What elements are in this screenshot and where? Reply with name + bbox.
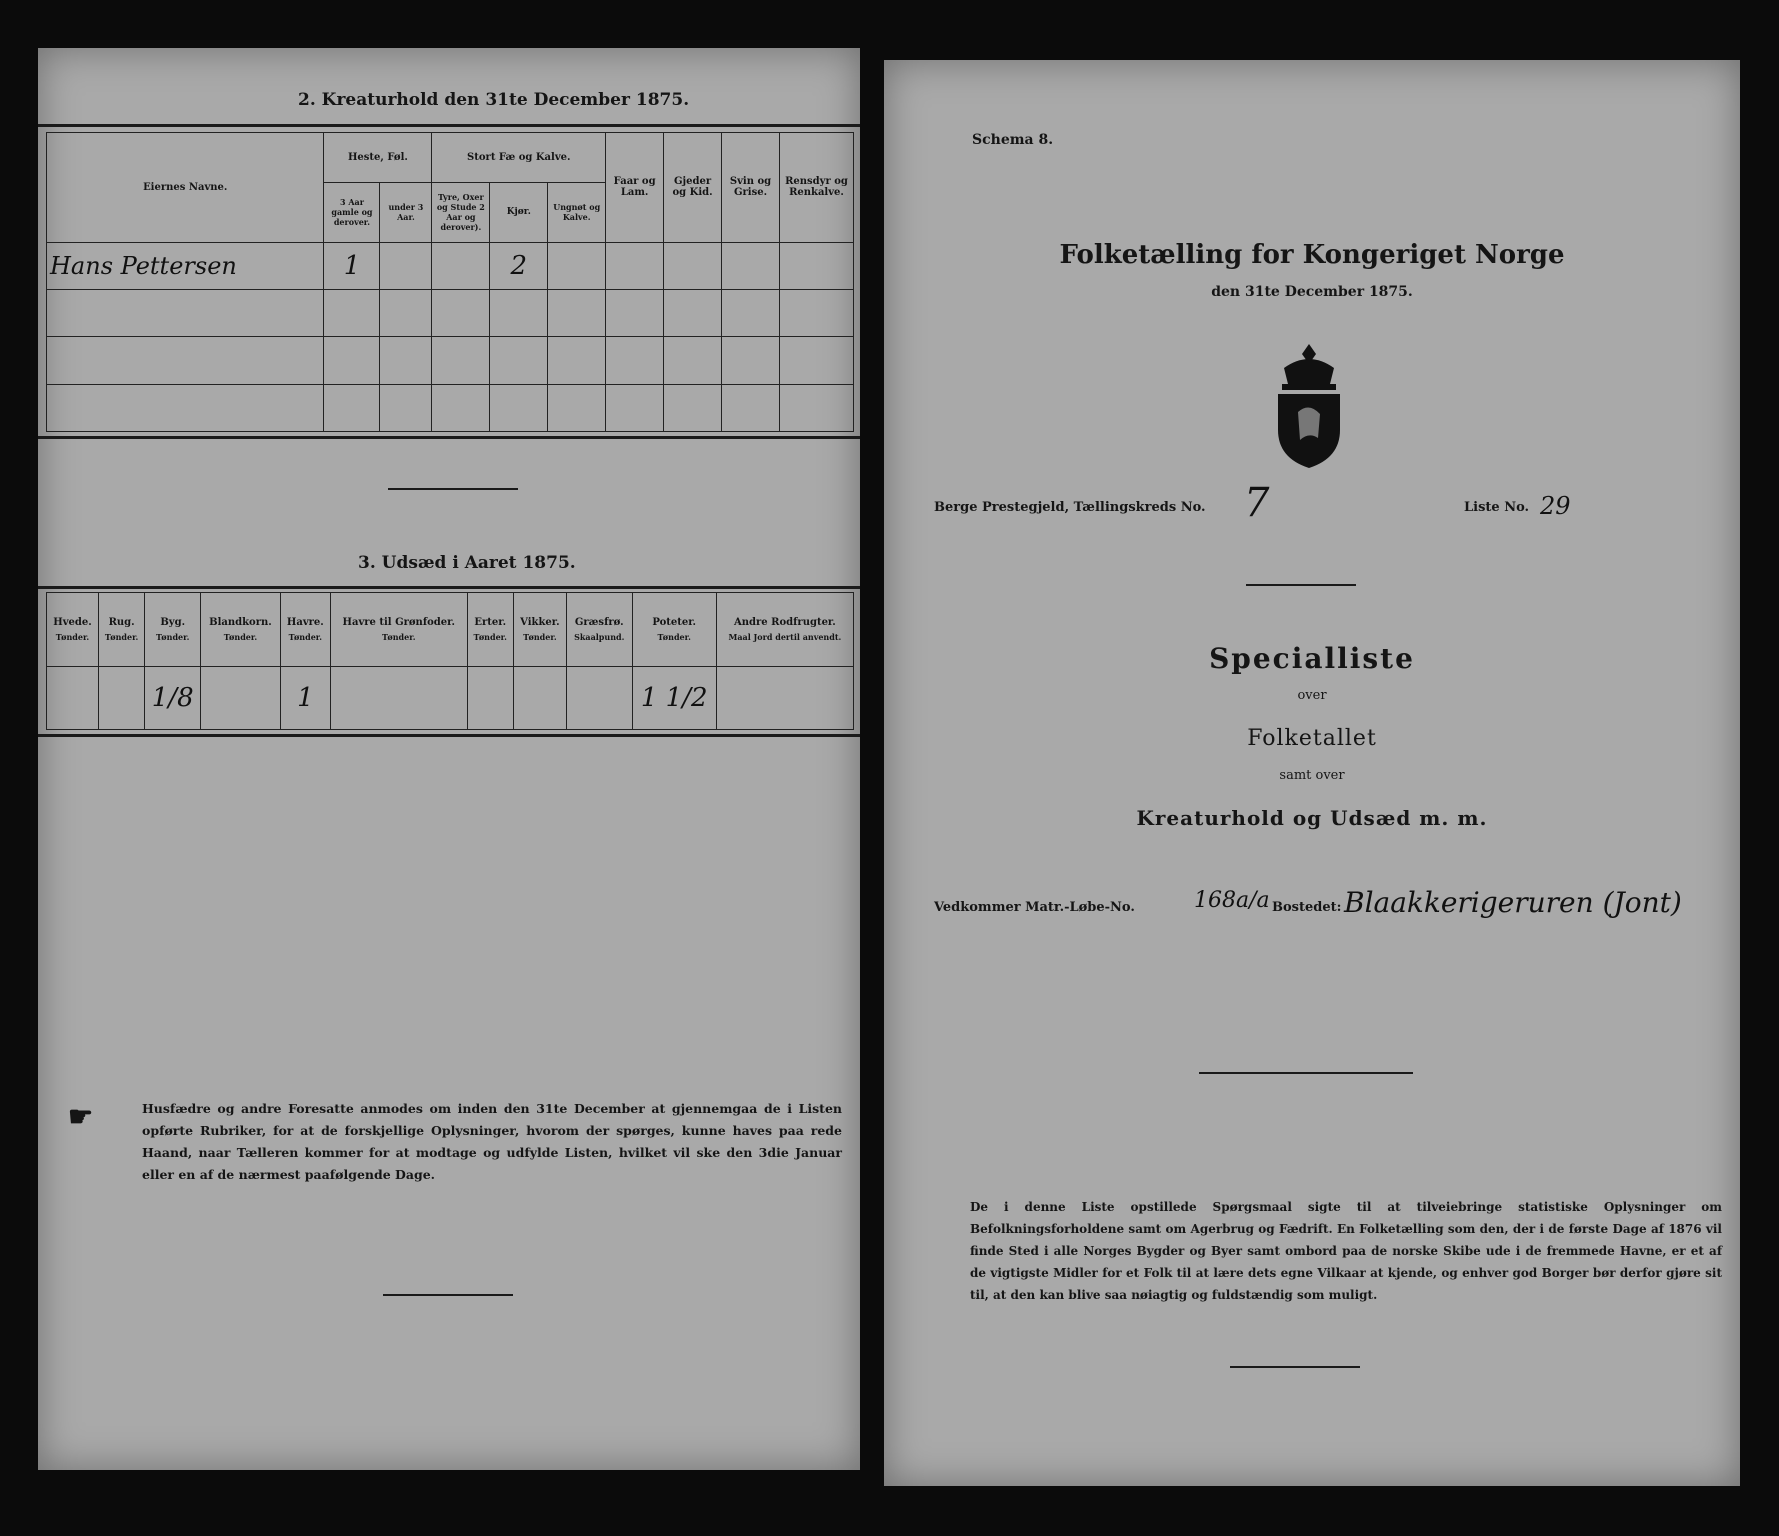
- table-row: [47, 384, 854, 431]
- header-gjeder: Gjeder og Kid.: [664, 133, 722, 243]
- sowing-header-cell: [513, 593, 566, 667]
- sowing-header-unit: Tønder.: [223, 631, 258, 642]
- section3-title: 3. Udsæd i Aaret 1875.: [358, 553, 576, 573]
- sowing-header-name: Poteter.: [652, 616, 697, 628]
- sowing-header-cell: [145, 593, 201, 667]
- cell-heste-3aar: 1: [324, 242, 380, 289]
- folketallet-text: Folketallet: [1247, 726, 1377, 751]
- table-row: [47, 242, 854, 289]
- cell-empty: [664, 242, 722, 289]
- sowing-value-cell: [201, 666, 281, 729]
- sowing-header-cell: [716, 593, 853, 667]
- sowing-header-cell: [632, 593, 716, 667]
- cell-empty: [722, 242, 780, 289]
- header-heste: Heste, Føl.: [324, 133, 432, 183]
- sowing-header-cell: [47, 593, 99, 667]
- footer-text: De i denne Liste opstillede Spørgsmaal sigte til at tilveiebringe statistiske Oplysninger om Befolkningsforholdene samt om Agerbrug og Fædrift. En Folketælling som den, der i de første Dage af 1876 vil finde Sted i alle Norges Bygder og Byer samt ombord paa de norske Skibe ude i de fremmede Havne, er et af de vigtigste Midler for et Folk til at lære dets egne Vilkaar at kjende, og enhver god Borger bør derfor gjøre sit til, at den kan blive saa nøiagtig og fuldstændig som muligt.: [970, 1200, 1722, 1302]
- matr-number: 168a/a: [1194, 888, 1270, 913]
- schema-label: Schema 8.: [972, 132, 1054, 148]
- header-tyre: Tyre, Oxer og Stude 2 Aar og derover).: [432, 182, 490, 242]
- section2-top-rule: [38, 124, 860, 127]
- sowing-header-unit: Tønder.: [657, 631, 691, 642]
- sowing-header-unit: Tønder.: [104, 631, 139, 642]
- header-kjor: Kjør.: [490, 182, 548, 242]
- sowing-header-unit: Tønder.: [382, 631, 416, 642]
- liste-label: Liste No.: [1464, 500, 1530, 515]
- sowing-header-cell: [99, 593, 145, 667]
- sowing-header-name: Havre.: [286, 616, 324, 628]
- cell-kjor: 2: [490, 242, 548, 289]
- cell-empty: [548, 242, 606, 289]
- samt-over-text: samt over: [1279, 768, 1345, 783]
- sowing-header-name: Rug.: [108, 616, 135, 628]
- divider: [1199, 1072, 1413, 1074]
- sowing-header-cell: [467, 593, 513, 667]
- sowing-header-unit: Skaalpund.: [574, 631, 625, 642]
- sowing-value-cell: [47, 666, 99, 729]
- main-title: Folketælling for Kongeriget Norge: [1059, 240, 1565, 270]
- header-heste-under3: under 3 Aar.: [380, 182, 432, 242]
- sowing-header-name: Erter.: [474, 616, 507, 628]
- sowing-header-unit: Tønder.: [473, 631, 507, 642]
- sowing-header-cell: [201, 593, 281, 667]
- bosted-value: Blaakkerigeruren (Jont): [1344, 886, 1682, 919]
- divider: [388, 488, 518, 490]
- kreaturhold-text: Kreaturhold og Udsæd m. m.: [1136, 806, 1488, 830]
- sowing-value-row: [47, 666, 854, 729]
- sowing-value-cell: [467, 666, 513, 729]
- divider: [1246, 584, 1356, 586]
- sowing-header-cell: [280, 593, 330, 667]
- cell-empty: [380, 242, 432, 289]
- sowing-table: [46, 592, 854, 730]
- sowing-header-cell: [566, 593, 632, 667]
- sowing-value-cell: [330, 666, 467, 729]
- header-ungnot: Ungnøt og Kalve.: [548, 182, 606, 242]
- over-text: over: [1297, 688, 1327, 703]
- sowing-header-name: Andre Rodfrugter.: [734, 616, 836, 628]
- sowing-header-unit: Maal Jord dertil anvendt.: [728, 631, 842, 642]
- cell-empty: [432, 242, 490, 289]
- sowing-value-cell: 1/8: [145, 666, 201, 729]
- liste-number: 29: [1540, 492, 1571, 520]
- sowing-header-name: Byg.: [160, 616, 186, 628]
- sowing-value-cell: 1 1/2: [632, 666, 716, 729]
- sowing-header-unit: Tønder.: [155, 631, 190, 642]
- sowing-header-unit: Tønder.: [55, 631, 90, 642]
- sowing-header-name: Græsfrø.: [574, 616, 624, 628]
- cell-empty: [606, 242, 664, 289]
- sowing-header-unit: Tønder.: [288, 631, 323, 642]
- cell-empty: [779, 242, 853, 289]
- sowing-header-name: Havre til Grønfoder.: [342, 616, 455, 628]
- owner-name: Hans Pettersen: [47, 242, 324, 289]
- district-label: Berge Prestegjeld, Tællingskreds No.: [934, 500, 1206, 515]
- sowing-header-cell: [330, 593, 467, 667]
- livestock-table: [46, 132, 854, 432]
- sowing-header-row: [47, 593, 854, 667]
- header-eiernes-navne: Eiernes Navne.: [47, 133, 324, 243]
- sowing-header-name: Vikker.: [520, 616, 560, 628]
- sowing-value-cell: [566, 666, 632, 729]
- header-faar: Faar og Lam.: [606, 133, 664, 243]
- table-row: [47, 289, 854, 336]
- section3-bottom-rule: [38, 734, 860, 737]
- sowing-header-name: Hvede.: [53, 616, 92, 628]
- left-page: [38, 48, 860, 1470]
- pointing-hand-icon: ☛: [68, 1100, 94, 1133]
- sowing-header-name: Blandkorn.: [209, 616, 272, 628]
- notice-text: Husfædre og andre Foresatte anmodes om inden den 31te December at gjennemgaa de i Listen opførte Rubriker, for at de forskjellige Oplysninger, hvorom der spørges, kunne haves paa rede Haand, naar Tælleren kommer for at modtage og udfylde Listen, hvilket vil ske den 3die Januar eller en af de nærmest paafølgende Dage.: [142, 1101, 842, 1182]
- section3-top-rule: [38, 586, 860, 589]
- sowing-value-cell: [513, 666, 566, 729]
- specialliste-title: Specialliste: [1209, 642, 1415, 675]
- section2-title: 2. Kreaturhold den 31te December 1875.: [298, 90, 690, 110]
- right-page: [884, 60, 1740, 1486]
- subtitle: den 31te December 1875.: [1211, 284, 1413, 300]
- header-heste-3aar: 3 Aar gamle og derover.: [324, 182, 380, 242]
- table-row: [47, 337, 854, 384]
- sowing-value-cell: 1: [280, 666, 330, 729]
- header-svin: Svin og Grise.: [722, 133, 780, 243]
- sowing-header-unit: Tønder.: [523, 631, 557, 642]
- coat-of-arms-icon: [1264, 340, 1354, 470]
- sowing-value-cell: [99, 666, 145, 729]
- header-stort-fae: Stort Fæ og Kalve.: [432, 133, 606, 183]
- divider: [383, 1294, 513, 1296]
- header-rensdyr: Rensdyr og Renkalve.: [779, 133, 853, 243]
- divider: [1230, 1366, 1360, 1368]
- section2-bottom-rule: [38, 436, 860, 439]
- sowing-value-cell: [716, 666, 853, 729]
- bosted-label: Bostedet:: [1272, 900, 1342, 915]
- matr-label: Vedkommer Matr.-Løbe-No.: [934, 900, 1135, 915]
- district-number: 7: [1244, 480, 1270, 526]
